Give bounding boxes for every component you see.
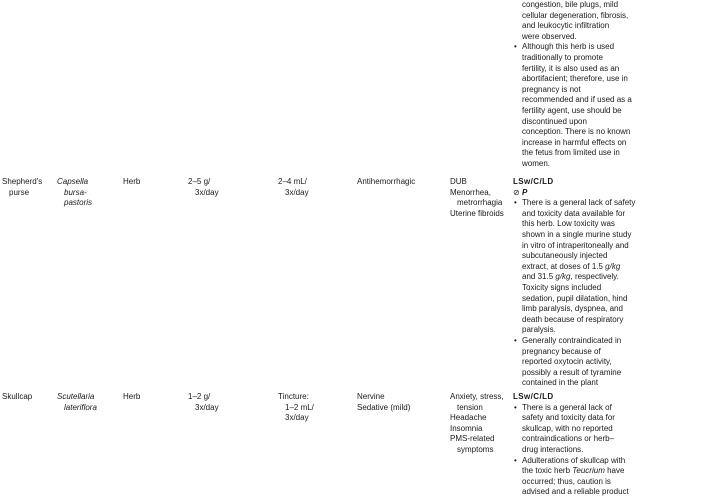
safety-line: shown in a single murine study <box>522 229 632 239</box>
safety-line: conception. There is no known <box>522 127 631 137</box>
bullet-icon: • <box>514 42 517 52</box>
cell-type <box>123 392 140 403</box>
cell-action <box>357 177 445 188</box>
safety-line: fertility agent, use should be <box>522 105 622 115</box>
safety-line: contained in the plant <box>522 378 599 388</box>
safety-line: pregnancy is not <box>522 84 581 94</box>
safety-line: discontinued upon <box>522 116 587 126</box>
action-line: Nervine <box>357 392 385 401</box>
tincture-line: 2–4 mL/ <box>278 177 307 186</box>
safety-note <box>513 0 702 42</box>
safety-line: pregnancy because of <box>522 346 601 356</box>
text-segment: g/kg <box>605 261 621 271</box>
safety-line: were observed. <box>522 31 577 41</box>
safety-line: There is a general lack of safety <box>522 198 636 208</box>
text-segment: , respectively. <box>570 272 619 282</box>
safety-line: paralysis. <box>522 325 556 335</box>
bullet-icon: • <box>514 335 517 345</box>
safety-line: and toxicity data available for <box>522 208 626 218</box>
contraindication <box>513 188 702 199</box>
type-line: Herb <box>123 392 141 401</box>
cell-indications <box>450 177 510 219</box>
safety-line: recommended and if used as a <box>522 95 632 105</box>
indications-line: metrorrhagia <box>457 198 503 208</box>
safety-line: contraindications or herb– <box>522 434 615 444</box>
cell-type <box>123 177 140 188</box>
dose-line: 3x/day <box>195 187 219 197</box>
action-line: Sedative (mild) <box>357 402 411 412</box>
type-line: Herb <box>123 177 141 186</box>
text-segment: Teucrium <box>572 466 605 476</box>
dose-line: 3x/day <box>195 402 219 412</box>
indications-line: Insomnia <box>450 423 483 433</box>
safety-line: occurred; thus, caution is <box>522 476 611 486</box>
action-line: Antihemorrhagic <box>357 177 416 186</box>
safety-code: LSw/C/LD <box>513 392 554 401</box>
text-segment: have <box>604 466 625 476</box>
bullet-icon: • <box>514 455 517 465</box>
safety-line: traditionally to promote <box>522 52 603 62</box>
bullet-icon: • <box>514 402 517 412</box>
tincture-line: 3x/day <box>285 187 309 197</box>
cell-name <box>2 392 32 403</box>
safety-line: congestion, bile plugs, mild <box>522 0 619 9</box>
tincture-line: Tincture: <box>278 392 309 401</box>
tincture-line: 3x/day <box>285 413 309 423</box>
safety-line: limb paralysis, dyspnea, and <box>522 304 623 314</box>
name-line: Shepherd's <box>2 177 43 186</box>
indications-line: Menorrhea, <box>450 187 491 197</box>
prohibited-icon: ⊘ <box>513 187 522 197</box>
cell-tincture <box>278 392 314 424</box>
safety-line: reported oxytocin activity, <box>522 357 612 367</box>
cell-dose <box>188 392 219 413</box>
latin-line: Capsella <box>57 177 89 186</box>
cell-latin <box>57 392 97 413</box>
cell-action <box>357 392 445 413</box>
cell-latin <box>57 177 92 209</box>
safety-line: possibly a result of tyramine <box>522 367 622 377</box>
safety-code: LSw/C/LD <box>513 177 554 186</box>
safety-line: in vitro of intraperitoneally and <box>522 240 629 250</box>
safety-line: cellular degeneration, fibrosis, <box>522 10 629 20</box>
safety-line: sedation, pupil dilatation, hind <box>522 293 628 303</box>
safety-line: subcutaneously injected <box>522 251 608 261</box>
latin-line: bursa- <box>64 187 87 197</box>
indications-line: PMS-related symptoms <box>450 434 495 454</box>
cell-dose <box>188 177 219 198</box>
safety-line: drug interactions. <box>522 444 584 454</box>
safety-note <box>513 336 702 389</box>
cell-safety <box>513 177 702 389</box>
safety-line: Generally contraindicated in <box>522 335 622 345</box>
cell-tincture <box>278 177 309 198</box>
safety-line: Adulterations of skullcap with <box>522 455 626 465</box>
name-line: Skullcap <box>2 392 33 401</box>
safety-line: skullcap, with no reported <box>522 423 613 433</box>
safety-line: increase in harmful effects on <box>522 137 627 147</box>
cell-indications <box>450 392 510 456</box>
bullet-icon: • <box>514 198 517 208</box>
text-segment: the toxic herb <box>522 466 573 476</box>
safety-line: this herb. Low toxicity was <box>522 219 615 229</box>
latin-line: lateriflora <box>64 402 97 412</box>
indications-line: Anxiety, stress, tension <box>450 392 504 412</box>
latin-line: pastoris <box>64 198 93 208</box>
safety-line: and leukocytic infiltration <box>522 21 610 31</box>
safety-line <box>522 466 702 477</box>
latin-line: Scutellaria <box>57 392 95 401</box>
safety-note <box>513 42 702 169</box>
name-line: purse <box>9 187 30 197</box>
tincture-line: 1–2 mL/ <box>285 402 314 412</box>
indications-line: DUB <box>450 177 467 186</box>
safety-line: There is a general lack of <box>522 402 612 412</box>
contraindication-code: P <box>521 187 528 197</box>
safety-line: Toxicity signs included <box>522 282 602 292</box>
safety-line: abortifacient; therefore, use in <box>522 74 628 84</box>
safety-line: Although this herb is used <box>522 42 615 52</box>
safety-line: fertility, it is also used as an <box>522 63 620 73</box>
cell-safety <box>513 392 702 498</box>
cell-safety <box>513 0 702 170</box>
safety-note <box>513 456 702 498</box>
text-segment: and 31.5 <box>522 272 556 282</box>
safety-line <box>522 262 702 273</box>
text-segment: extract, at doses of 1.5 <box>522 261 606 271</box>
indications-line: Headache <box>450 413 487 423</box>
safety-line: death because of respiratory <box>522 314 624 324</box>
safety-line: the fetus from limited use in <box>522 148 620 158</box>
text-segment: g/kg <box>555 272 571 282</box>
safety-note <box>513 403 702 456</box>
safety-note <box>513 198 702 336</box>
indications-line: Uterine fibroids <box>450 208 504 218</box>
dose-line: 1–2 g/ <box>188 392 211 401</box>
safety-line: women. <box>522 158 551 168</box>
safety-line: advised and a reliable product <box>522 487 629 497</box>
safety-line <box>522 272 702 283</box>
cell-name <box>2 177 42 198</box>
dose-line: 2–5 g/ <box>188 177 211 186</box>
safety-line: safety and toxicity data for <box>522 413 615 423</box>
